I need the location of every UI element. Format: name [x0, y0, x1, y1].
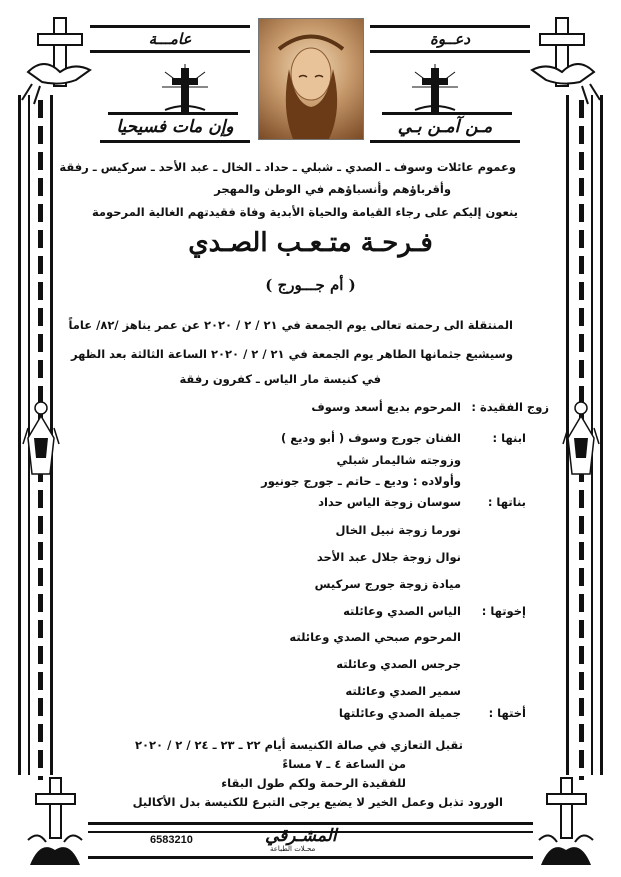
- verse-right-line-bottom: [370, 140, 520, 143]
- son-line-3: وأولاده : وديع ـ حاتم ـ جورج جونيور: [261, 474, 461, 488]
- intro-line-2: وأقرباؤهم وأنسباؤهم في الوطن والمهجر: [214, 182, 451, 196]
- banner-left: [90, 25, 250, 53]
- bottom-border-line-3: [88, 856, 533, 859]
- brothers-label: إخوتها :: [481, 604, 526, 618]
- portrait-figure-icon: [259, 19, 363, 139]
- right-sunburst-cross-icon: [410, 62, 460, 117]
- footer-line-2: من الساعة ٤ ـ ٧ مساءً: [282, 757, 406, 771]
- footer-line-1: تقبل التعازي في صالة الكنيسة أيام ٢٢ ـ ٢٣ ـ ٢٤ / ٢ / ٢٠٢٠: [134, 738, 463, 752]
- brother-2: المرحوم صبحي الصدي وعائلته: [289, 630, 461, 644]
- bottom-right-cross-lily-icon: [531, 770, 601, 870]
- son-label: ابنها :: [492, 431, 526, 445]
- deceased-nickname: ( أم جـــورج ): [265, 276, 356, 294]
- son-line-2: وزوجته شاليمار شبلي: [336, 453, 461, 467]
- daughter-1: سوسان زوجة الياس حداد: [318, 495, 461, 509]
- detail-line-3: في كنيسة مار الياس ـ كفرون رفقة: [179, 372, 381, 386]
- verse-right-text: مـن آمـن بـي: [397, 117, 493, 137]
- intro-line-3: ينعون إليكم على رجاء القيامة والحياة الأبدية وفاة فقيدتهم الغالية المرحومة: [91, 205, 518, 219]
- left-sunburst-cross-icon: [160, 62, 210, 117]
- husband-name: المرحوم بديع أسعد وسوف: [311, 400, 461, 414]
- brother-1: الياس الصدي وعائلته: [343, 604, 461, 618]
- sister-name: جميلة الصدي وعائلتها: [338, 706, 461, 720]
- top-left-cross-dove-icon: [20, 12, 100, 107]
- christ-portrait-image: [258, 18, 364, 140]
- left-angel-figure-icon: [22, 398, 60, 476]
- son-line-1: الفنان جورج وسوف ( أبو وديع ): [280, 431, 461, 445]
- verse-left-line-bottom: [100, 140, 250, 143]
- brother-4: سمير الصدي وعائلته: [345, 684, 461, 698]
- sister-label: أختها :: [488, 706, 526, 720]
- daughter-3: نوال زوجة جلال عبد الأحد: [316, 550, 461, 564]
- brand-subtitle: محـلات الطباعة: [270, 845, 316, 853]
- phone-number: 6583210: [150, 834, 193, 846]
- invitation-right-word: عامـــة: [148, 30, 192, 48]
- invitation-left-word: دعــوة: [429, 30, 471, 48]
- deceased-name: فـرحـة متـعـب الصـدي: [188, 228, 433, 258]
- right-border-line-outer: [600, 95, 603, 775]
- verse-right-line-top: [382, 112, 512, 115]
- daughter-2: نورما زوجة نبيل الخال: [335, 523, 461, 537]
- brand-name: المشـرقي: [265, 826, 337, 846]
- daughters-label: بناتها :: [487, 495, 526, 509]
- footer-line-4: الورود تذبل وعمل الخير لا يضيع يرجى التبرع للكنيسة بدل الأكاليل: [132, 795, 503, 809]
- banner-right: [370, 25, 530, 53]
- top-right-cross-dove-icon: [522, 12, 602, 107]
- bottom-border-line-1: [88, 822, 533, 825]
- daughter-4: ميادة زوجة جورج سركيس: [314, 577, 461, 591]
- detail-line-2: وسيشيع جثمانها الطاهر يوم الجمعة في ٢١ / ٢ / ٢٠٢٠ الساعة الثالثة بعد الظهر: [70, 347, 513, 361]
- brother-3: جرجس الصدي وعائلته: [336, 657, 461, 671]
- intro-line-1: وعموم عائلات وسوف ـ الصدي ـ شبلي ـ حداد ـ الخال ـ عبد الأحد ـ سركيس ـ رفقة: [59, 160, 516, 174]
- verse-left-text: وإن مات فسيحيا: [116, 117, 234, 137]
- left-border-line-outer: [18, 95, 21, 775]
- bottom-left-cross-lily-icon: [20, 770, 90, 870]
- verse-left-line-top: [108, 112, 238, 115]
- detail-line-1: المنتقلة الى رحمته تعالى يوم الجمعة في ٢١ / ٢ / ٢٠٢٠ عن عمر يناهز /٨٢/ عاماً: [68, 318, 513, 332]
- right-angel-figure-icon: [562, 398, 600, 476]
- footer-line-3: للفقيدة الرحمة ولكم طول البقاء: [221, 776, 406, 790]
- husband-label: زوج الفقيدة :: [471, 400, 549, 414]
